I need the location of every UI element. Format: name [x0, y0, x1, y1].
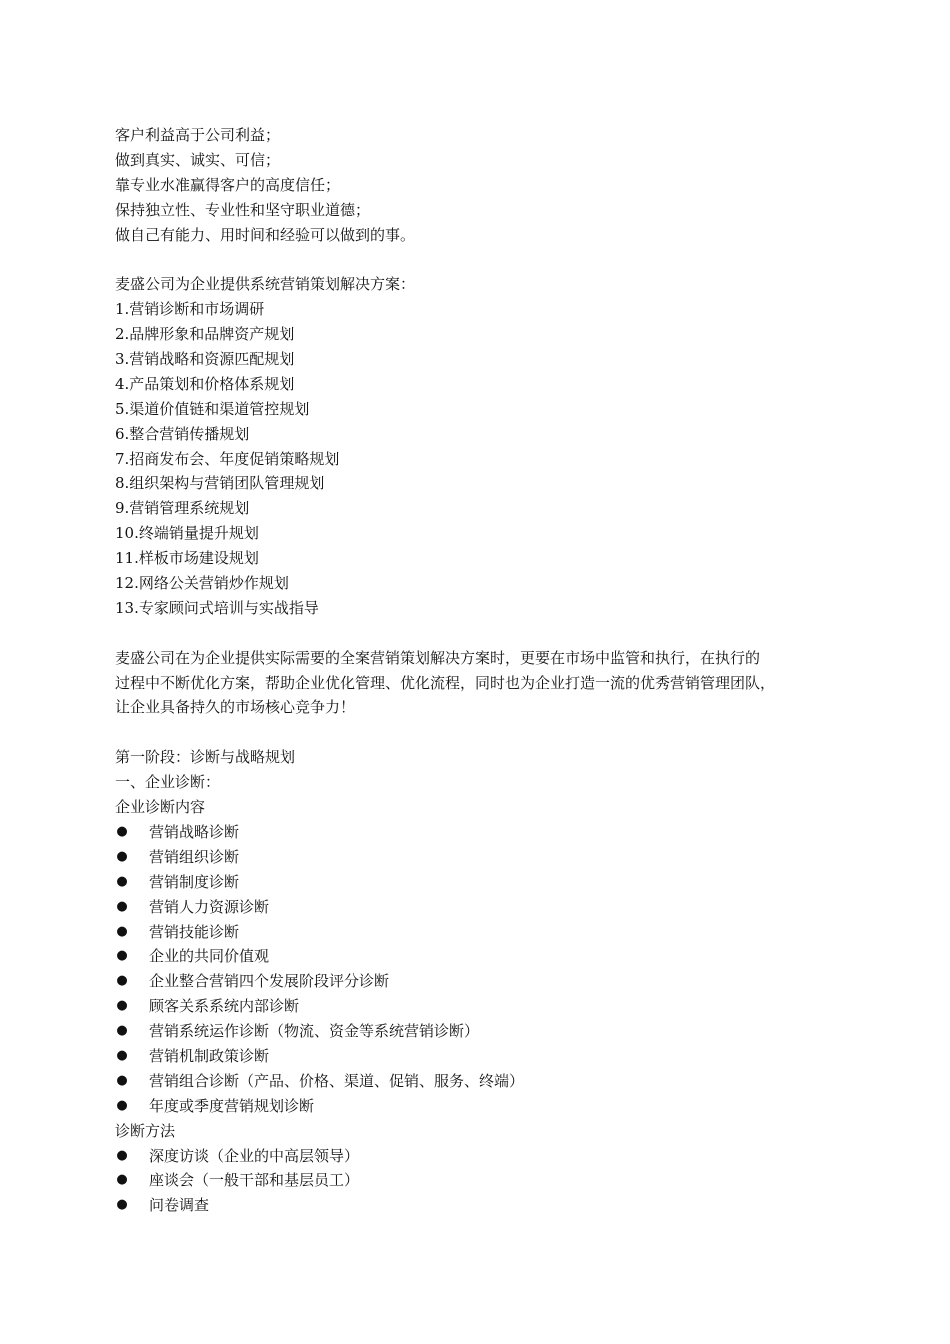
list-item-label: 营销机制政策诊断	[149, 1046, 270, 1065]
list-item-label: 营销系统运作诊断（物流、资金等系统营销诊断）	[149, 1022, 480, 1041]
blank-line	[115, 621, 875, 646]
list-item-label: 营销技能诊断	[149, 922, 240, 941]
solution-item: 13.专家顾问式培训与实战指导	[115, 598, 319, 617]
summary-paragraph	[115, 646, 875, 721]
list-item	[115, 1193, 875, 1218]
solution-item: 1.营销诊断和市场调研	[115, 300, 265, 319]
bullet-icon: ●	[116, 848, 128, 864]
list-item-label: 营销组织诊断	[149, 847, 240, 866]
list-item-label: 顾客关系系统内部诊断	[149, 997, 300, 1016]
list-item-label: 营销战略诊断	[149, 822, 240, 841]
content-bullet-list	[115, 820, 875, 1119]
bullet-icon: ●	[116, 1197, 128, 1213]
bullet-icon: ●	[116, 1097, 128, 1113]
bullet-icon: ●	[116, 948, 128, 964]
list-item	[115, 1168, 875, 1193]
solution-item: 4.产品策划和价格体系规划	[115, 374, 295, 393]
solution-item: 10.终端销量提升规划	[115, 524, 259, 543]
list-item-label: 营销人力资源诊断	[149, 897, 270, 916]
solution-item: 9.营销管理系统规划	[115, 499, 250, 518]
bullet-icon: ●	[116, 998, 128, 1014]
document-page	[115, 123, 875, 1218]
list-item	[115, 820, 875, 845]
blank-line	[115, 720, 875, 745]
methods-heading: 诊断方法	[115, 1121, 176, 1140]
bullet-icon: ●	[116, 873, 128, 889]
list-item	[115, 944, 875, 969]
bullet-icon: ●	[116, 1172, 128, 1188]
list-item-label: 营销组合诊断（产品、价格、渠道、促销、服务、终端）	[149, 1071, 525, 1090]
list-item	[115, 895, 875, 920]
list-item	[115, 1044, 875, 1069]
stage-title: 第一阶段：诊断与战略规划	[115, 748, 296, 767]
solutions-intro: 麦盛公司为企业提供系统营销策划解决方案：	[115, 275, 416, 294]
list-item-label: 深度访谈（企业的中高层领导）	[149, 1146, 360, 1165]
content-heading: 企业诊断内容	[115, 798, 206, 817]
solution-item: 6.整合营销传播规划	[115, 424, 250, 443]
section-title: 一、企业诊断：	[115, 773, 221, 792]
solution-item: 11.样板市场建设规划	[115, 549, 259, 568]
list-item	[115, 969, 875, 994]
list-item-label: 问卷调查	[149, 1196, 210, 1215]
list-item	[115, 870, 875, 895]
list-item	[115, 1144, 875, 1169]
solution-item: 7.招商发布会、年度促销策略规划	[115, 449, 340, 468]
list-item-label: 营销制度诊断	[149, 872, 240, 891]
summary-line: 让企业具备持久的市场核心竞争力！	[115, 698, 356, 717]
solution-item: 8.组织架构与营销团队管理规划	[115, 474, 325, 493]
list-item-label: 企业的共同价值观	[149, 947, 270, 966]
list-item	[115, 845, 875, 870]
bullet-icon: ●	[116, 898, 128, 914]
summary-line: 麦盛公司在为企业提供实际需要的全案营销策划解决方案时，更要在市场中监管和执行，在执行的	[115, 648, 761, 667]
solution-item: 2.品牌形象和品牌资产规划	[115, 325, 295, 344]
principle-line: 保持独立性、专业性和坚守职业道德；	[115, 200, 371, 219]
list-item	[115, 1069, 875, 1094]
bullet-icon: ●	[116, 923, 128, 939]
principle-line: 做自己有能力、用时间和经验可以做到的事。	[115, 225, 416, 244]
list-item	[115, 1019, 875, 1044]
bullet-icon: ●	[116, 1023, 128, 1039]
bullet-icon: ●	[116, 1047, 128, 1063]
list-item-label: 座谈会（一般干部和基层员工）	[149, 1171, 360, 1190]
bullet-icon: ●	[116, 1072, 128, 1088]
principle-line: 做到真实、诚实、可信；	[115, 150, 281, 169]
bullet-icon: ●	[116, 973, 128, 989]
solutions-list	[115, 297, 875, 621]
solution-item: 5.渠道价值链和渠道管控规划	[115, 399, 310, 418]
list-item	[115, 920, 875, 945]
solution-item: 3.营销战略和资源匹配规划	[115, 350, 295, 369]
principle-line: 靠专业水准赢得客户的高度信任；	[115, 175, 341, 194]
blank-line	[115, 247, 875, 272]
bullet-icon: ●	[116, 823, 128, 839]
bullet-icon: ●	[116, 1147, 128, 1163]
principles-list	[115, 123, 875, 247]
list-item-label: 年度或季度营销规划诊断	[149, 1096, 315, 1115]
solution-item: 12.网络公关营销炒作规划	[115, 574, 289, 593]
summary-line: 过程中不断优化方案，帮助企业优化管理、优化流程，同时也为企业打造一流的优秀营销管理团队，	[115, 673, 776, 692]
methods-bullet-list	[115, 1144, 875, 1219]
list-item-label: 企业整合营销四个发展阶段评分诊断	[149, 972, 390, 991]
principle-line: 客户利益高于公司利益；	[115, 126, 281, 144]
list-item	[115, 994, 875, 1019]
list-item	[115, 1094, 875, 1119]
